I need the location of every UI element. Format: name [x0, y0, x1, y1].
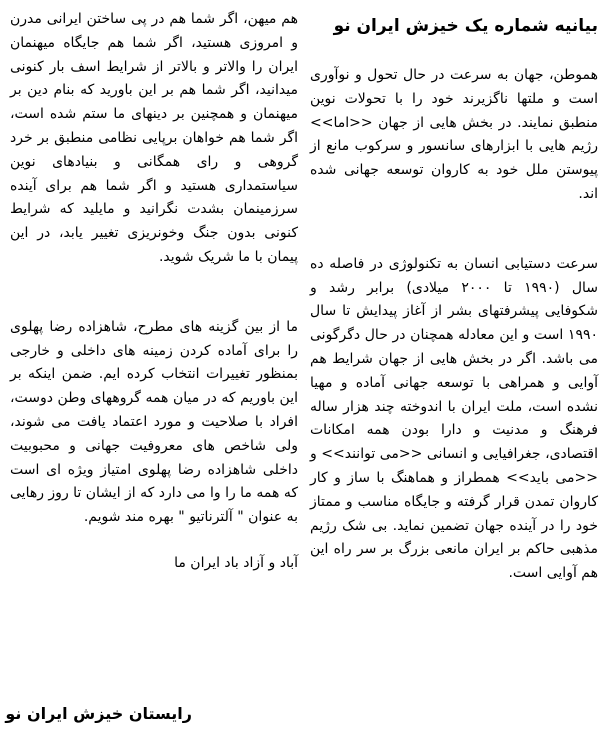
closing-line: آباد و آزاد باد ایران ما — [174, 554, 298, 571]
statement-title: بیانیه شماره یک خیزش ایران نو — [333, 16, 598, 36]
signature: رایستان خیزش ایران نو — [5, 704, 192, 723]
statement-paragraph-2: سرعت دستیابی انسان به تکنولوژی در فاصله ده سال (۱۹۹۰ تا ۲۰۰۰ میلادی) برابر رشد و شکوفایی پیشرفتهای بشر از آغاز پیدایش تا سال ۱۹۹۰ است و این معادله همچنان در حال دگرگونی می باشد. اگر در بخش هایی از جهان شرایط هم آوایی و همراهی با توسعه جهانی آماده و مهیا نشده است، ملت ایران با اندوخته چند هزار ساله فرهنگ و مدنیت و دارا بودن همه امکانات اقتصادی، جغرافیایی و انسانی <<می توانند>> و <<می باید>> همطراز و هماهنگ با ساز و کار کاروان تمدن قرار گرفته و جایگاه مناسب و ممتاز خود را در آینده جهان تضمین نماید. بی شک رژیم مذهبی حاکم بر ایران مانعی بزرگ بر سر راه این هم آوایی است. — [310, 255, 599, 582]
statement-paragraph-3: هم میهن، اگر شما هم در پی ساختن ایرانی مدرن و امروزی هستید، اگر شما هم جایگاه میهنمان ایران را والاتر و بالاتر از شرایط اسف بار کنونی میدانید، اگر شما هم بر این باورید که بنام دین بر میهنمان و همچنین بر دینهای ما ستم شده است، اگر شما هم خواهان برپایی نظامی منطبق بر خرد گروهی و رای همگانی و بنیادهای نوین سیاستمداری هستید و اگر شما هم برای آینده سرزمینمان بشدت نگرانید و مایلید که شرایط کنونی بدون جنگ وخونریزی تغییر یابد، در این پیمان با ما شریک شوید. — [10, 11, 298, 265]
right-column — [302, 8, 598, 586]
statement-paragraph-1: هموطن، جهان به سرعت در حال تحول و نوآوری است و ملتها ناگزیرند خود را با تحولات نوین منطبق نمایند. در بخش هایی از جهان <<اما>> رژیم هایی با ابزارهای سانسور و سرکوب مانع از پیوستن ملل خود به کاروان توسعه جهانی شده اند. — [310, 67, 598, 202]
two-column-layout — [10, 8, 598, 586]
statement-paragraph-4: ما از بین گزینه های مطرح، شاهزاده رضا پهلوی را برای آماده کردن زمینه های داخلی و خارجی بمنظور تغییرات انتخاب کرده ایم. ضمن اینکه بر این باوریم که در میان همه گروههای وطن دوست، افراد با صلاحیت و مورد اعتماد یافت می شوند، ولی شاخص های معروفیت جهانی و محبوبیت داخلی شاهزاده رضا پهلوی امتیاز ویژه ای است که همه ما را وا می دارد که از ایشان تا روز رهایی به عنوان " آلترناتیو " بهره مند شویم. — [10, 318, 298, 526]
left-column — [10, 8, 298, 586]
